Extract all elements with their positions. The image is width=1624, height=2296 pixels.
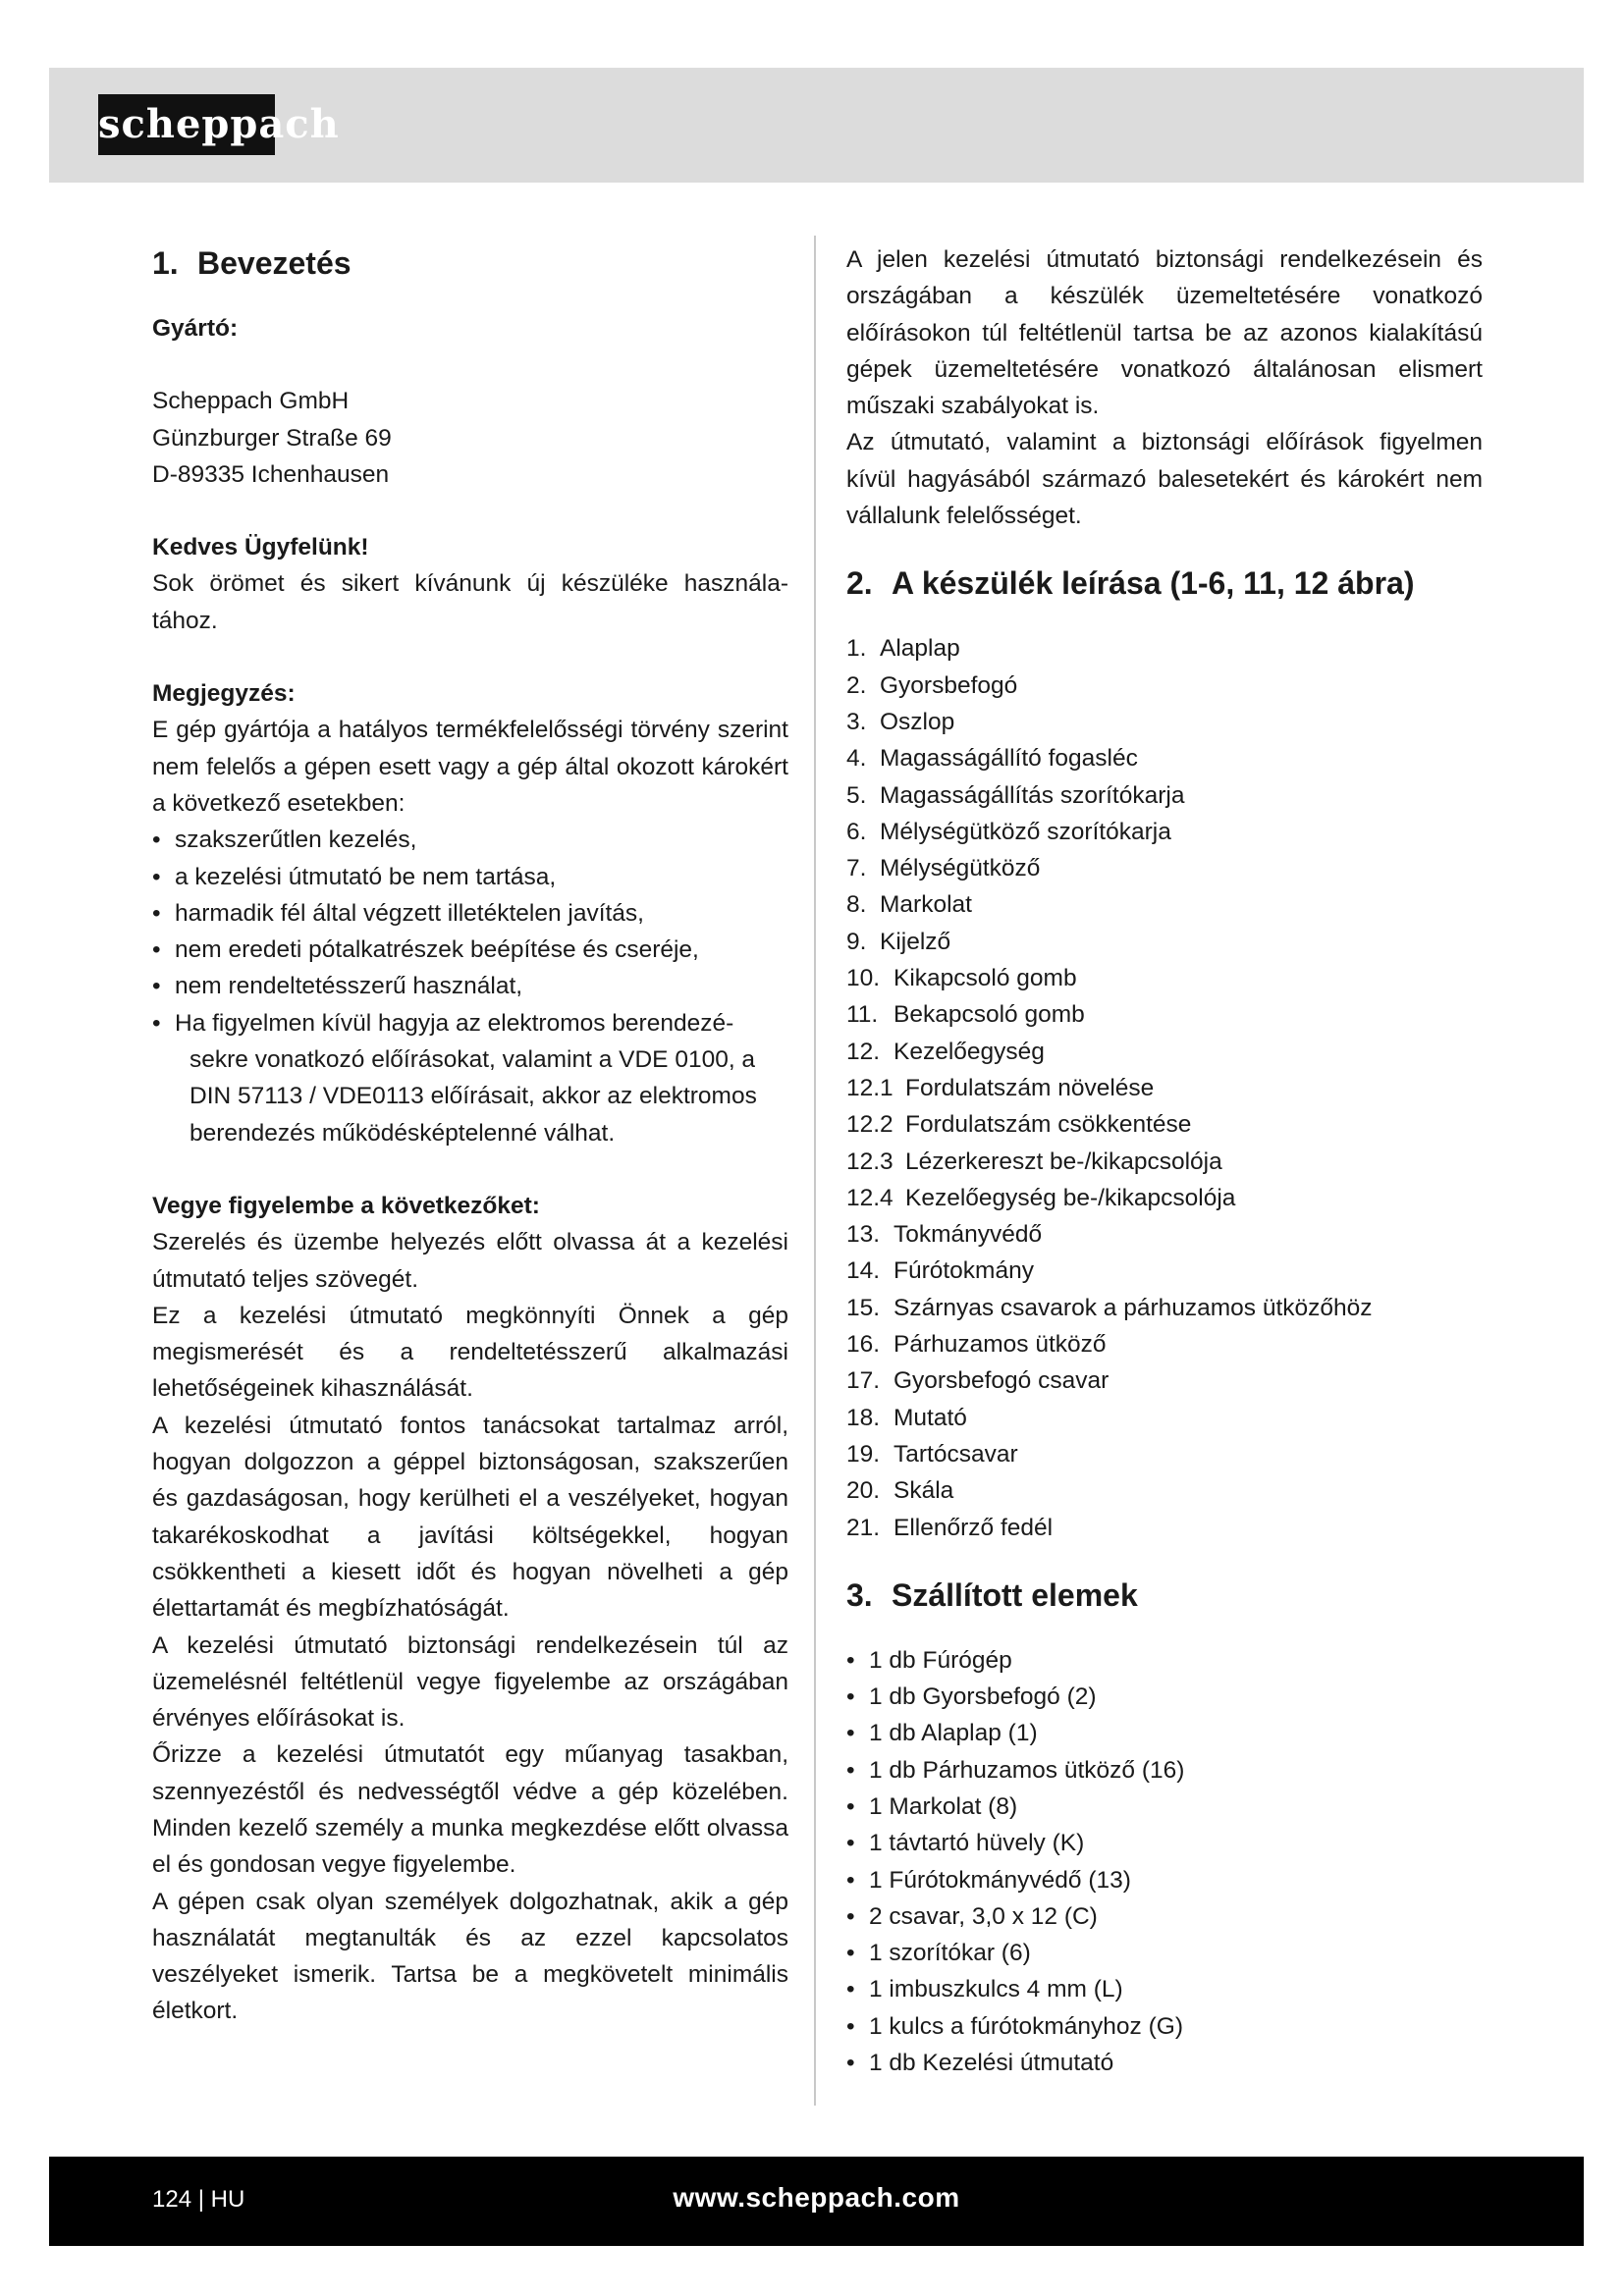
list-item: 10. Kikapcsoló gomb [846, 965, 1077, 992]
section-2-number: 2. [846, 565, 873, 602]
address-line: Günzburger Straße 69 [152, 424, 392, 452]
paragraph: Szerelés és üzembe helyezés előtt olvassa át a kezelési útmutató teljes szövegét. [152, 1229, 788, 1293]
list-item: 12.3 Lézerkereszt be-/kikapcsolója [846, 1148, 1222, 1175]
address-line: Scheppach GmbH [152, 388, 350, 415]
list-item: • nem eredeti pótalkatrészek beépítése és cseréje, [152, 932, 788, 968]
manufacturer-label: Gyártó: [152, 315, 239, 342]
left-column [152, 241, 788, 2030]
header-band [49, 68, 1584, 183]
footer-bar [49, 2157, 1584, 2246]
paragraph: Az útmutató, valamint a biztonsági előírások figyelmen kívül hagyásából származó balesetekért és károkért nem vállalunk felelősséget. [846, 429, 1483, 530]
section-3-title: Szállított elemek [892, 1576, 1138, 1613]
list-item: 17. Gyorsbefogó csavar [846, 1367, 1110, 1395]
delivered-items-list [846, 1642, 1483, 2082]
right-column [846, 241, 1483, 2081]
website-link[interactable]: www.scheppach.com [673, 2182, 960, 2213]
list-item: • 1 szorítókar (6) [846, 1935, 1483, 1971]
list-item: 2. Gyorsbefogó [846, 671, 1018, 699]
list-item: 6. Mélységütköző szorítókarja [846, 818, 1171, 845]
list-item: 19. Tartócsavar [846, 1440, 1018, 1468]
paragraph: Ez a kezelési útmutató megkönnyíti Önnek a gép megismerését és a rendeltetésszerű alkalmazási lehetőségeinek kihasználását. [152, 1302, 788, 1403]
note-continuation: sekre vonatkozó előírásokat, valamint a VDE 0100, a DIN 57113 / VDE0113 előírásait, akkor az elektromos berendezés működésképtelenné válhat. [189, 1046, 757, 1147]
list-item: 5. Magasságállítás szorítókarja [846, 781, 1185, 809]
section-3-heading [846, 1574, 1483, 1617]
list-item: 15. Szárnyas csavarok a párhuzamos ütközőhöz [846, 1294, 1373, 1321]
consider-heading: Vegye figyelembe a következőket: [152, 1192, 540, 1219]
list-item: 8. Markolat [846, 891, 972, 919]
column-divider [814, 236, 816, 2106]
list-item: 12.4 Kezelőegység be-/kikapcsolója [846, 1184, 1236, 1211]
page-number: 124 | HU [152, 2186, 245, 2213]
list-item: • szakszerűtlen kezelés, [152, 822, 788, 858]
list-item: 7. Mélységütköző [846, 855, 1041, 882]
section-3-number: 3. [846, 1576, 873, 1613]
paragraph: A jelen kezelési útmutató biztonsági rendelkezésein és országában a készülék üzemeltetésére vonatkozó előírásokon túl feltétlenül tartsa be az azonos kialakítású gépek üzemeltetésére vonatkozó általánosan elismert műszaki szabályokat is. [846, 246, 1483, 420]
paragraph: A kezelési útmutató biztonsági rendelkezésein túl az üzemelésnél feltétlenül vegye figyelembe az országában érvényes előírásokat is. [152, 1631, 788, 1733]
list-item: 3. Oszlop [846, 708, 955, 735]
list-item: • 1 db Alaplap (1) [846, 1715, 1483, 1751]
section-1-heading [152, 241, 788, 285]
list-item: • 1 db Fúrógép [846, 1642, 1483, 1679]
list-item: • a kezelési útmutató be nem tartása, [152, 859, 788, 895]
list-item: • 1 db Kezelési útmutató [846, 2045, 1483, 2081]
list-item: • 2 csavar, 3,0 x 12 (C) [846, 1898, 1483, 1935]
list-item: 12.2 Fordulatszám csökkentése [846, 1111, 1192, 1139]
list-item: 21. Ellenőrző fedél [846, 1514, 1054, 1541]
section-1-title: Bevezetés [197, 245, 352, 281]
paragraph: Őrizze a kezelési útmutatót egy műanyag tasakban, szennyezéstől és nedvességtől védve a gép közelében. Minden kezelő személy a munka megkezdése előtt olvassa el és gondosan vegye figyelembe. [152, 1741, 788, 1879]
list-item: • 1 Fúrótokmányvédő (13) [846, 1862, 1483, 1898]
parts-list [846, 630, 1483, 1545]
list-item: 16. Párhuzamos ütköző [846, 1331, 1107, 1359]
note-text: E gép gyártója a hatályos termékfelelősségi törvény szerint nem felelős a gépen esett vagy a gép által okozott károkért a következő esetekben: [152, 717, 788, 817]
paragraph: A kezelési útmutató fontos tanácsokat tartalmaz arról, hogyan dolgozzon a géppel biztonságosan, szakszerűen és gazdaságosan, hogy kerülheti el a veszélyeket, hogyan takarékoskodhat a javítási költségekkel, hogyan csökkentheti a kiesett időt és hogyan növelheti a gép élettartamát és megbízhatóságát. [152, 1412, 788, 1623]
list-item: 4. Magasságállító fogasléc [846, 745, 1138, 773]
section-2-heading [846, 561, 1483, 605]
list-item: • Ha figyelmen kívül hagyja az elektromos berendezé- [152, 1005, 788, 1041]
list-item: • harmadik fél által végzett illetéktelen javítás, [152, 895, 788, 932]
list-item: 14. Fúrótokmány [846, 1257, 1034, 1285]
paragraph: A gépen csak olyan személyek dolgozhatnak, akik a gép használatát megtanulták és az ezzel kapcsolatos veszélyeket ismerik. Tartsa be a megkövetelt minimális életkort. [152, 1888, 788, 2025]
scheppach-logo: scheppach [98, 94, 275, 155]
list-item: 20. Skála [846, 1477, 954, 1505]
list-item: 12. Kezelőegység [846, 1038, 1045, 1065]
list-item: 12.1 Fordulatszám növelése [846, 1074, 1155, 1101]
greeting-text: Sok örömet és sikert kívánunk új készüléke használa-tához. [152, 570, 788, 634]
note-list [152, 822, 788, 1041]
address-line: D-89335 Ichenhausen [152, 460, 390, 488]
list-item: • 1 db Párhuzamos ütköző (16) [846, 1752, 1483, 1789]
list-item: 1. Alaplap [846, 635, 960, 663]
section-2-title: A készülék leírása (1-6, 11, 12 ábra) [892, 565, 1415, 602]
list-item: 9. Kijelző [846, 928, 951, 955]
list-item: • nem rendeltetésszerű használat, [152, 968, 788, 1004]
list-item: 18. Mutató [846, 1404, 967, 1431]
list-item: • 1 db Gyorsbefogó (2) [846, 1679, 1483, 1715]
list-item: • 1 távtartó hüvely (K) [846, 1825, 1483, 1861]
list-item: • 1 kulcs a fúrótokmányhoz (G) [846, 2008, 1483, 2045]
note-heading: Megjegyzés: [152, 680, 296, 708]
list-item: 11. Bekapcsoló gomb [846, 1001, 1085, 1029]
list-item: • 1 Markolat (8) [846, 1789, 1483, 1825]
greeting-heading: Kedves Ügyfelünk! [152, 534, 369, 561]
section-1-number: 1. [152, 245, 179, 281]
list-item: • 1 imbuszkulcs 4 mm (L) [846, 1971, 1483, 2007]
list-item: 13. Tokmányvédő [846, 1221, 1043, 1249]
